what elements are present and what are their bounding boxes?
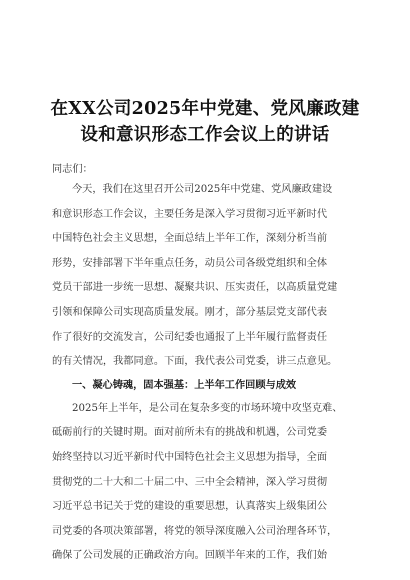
paragraph-line: 和意识形态工作会议，主要任务是深入学习贯彻习近平新时代: [52, 208, 328, 220]
paragraph-line: 党员干部进一步统一思想、凝聚共识、压实责任，以高质量党建: [52, 282, 338, 294]
paragraph-line: 中国特色社会主义思想，全面总结上半年工作，深刻分析当前: [52, 233, 328, 245]
title-line: 设和意识形态工作会议上的讲话: [80, 125, 330, 145]
title-line: 在XX公司2025年中党建、党风廉政建: [50, 99, 360, 119]
document-title: [46, 96, 364, 148]
salutation: 同志们：: [52, 164, 93, 175]
paragraph-line: 司党委的各项决策部署，将党的领导深度融入公司治理各环节，: [52, 525, 338, 537]
section-heading: 一、凝心铸魂，固本强基：上半年工作回顾与成效: [72, 379, 297, 391]
paragraph-line: 贯彻党的二十大和二十届二中、三中全会精神，深入学习贯彻: [52, 476, 328, 488]
paragraph-line: 作了很好的交流发言，公司纪委也通报了上半年履行监督责任: [52, 331, 328, 343]
paragraph-line: 2025年上半年，是公司在复杂多变的市场环境中攻坚克难、: [72, 402, 343, 414]
paragraph-line: 确保了公司发展的正确政治方向。回顾半年来的工作，我们始: [52, 550, 328, 562]
intro-paragraph: [52, 178, 358, 375]
paragraph-line: 引领和保障公司实现高质量发展。刚才，部分基层党支部代表: [52, 306, 328, 318]
paragraph-line: 始终坚持以习近平新时代中国特色社会主义思想为指导，全面: [52, 451, 328, 463]
paragraph-line: 砥砺前行的关键时期。面对前所未有的挑战和机遇，公司党委: [52, 427, 328, 439]
paragraph-line: 今天，我们在这里召开公司2025年中党建、党风廉政建设: [72, 184, 333, 195]
section-paragraph: [52, 397, 358, 569]
paragraph-line: 的有关情况，我都同意。下面，我代表公司党委，讲三点意见。: [52, 356, 338, 368]
paragraph-line: 习近平总书记关于党的建设的重要思想，认真落实上级集团公: [52, 501, 328, 513]
paragraph-line: 形势，安排部署下半年重点任务，动员公司各级党组织和全体: [52, 257, 328, 269]
